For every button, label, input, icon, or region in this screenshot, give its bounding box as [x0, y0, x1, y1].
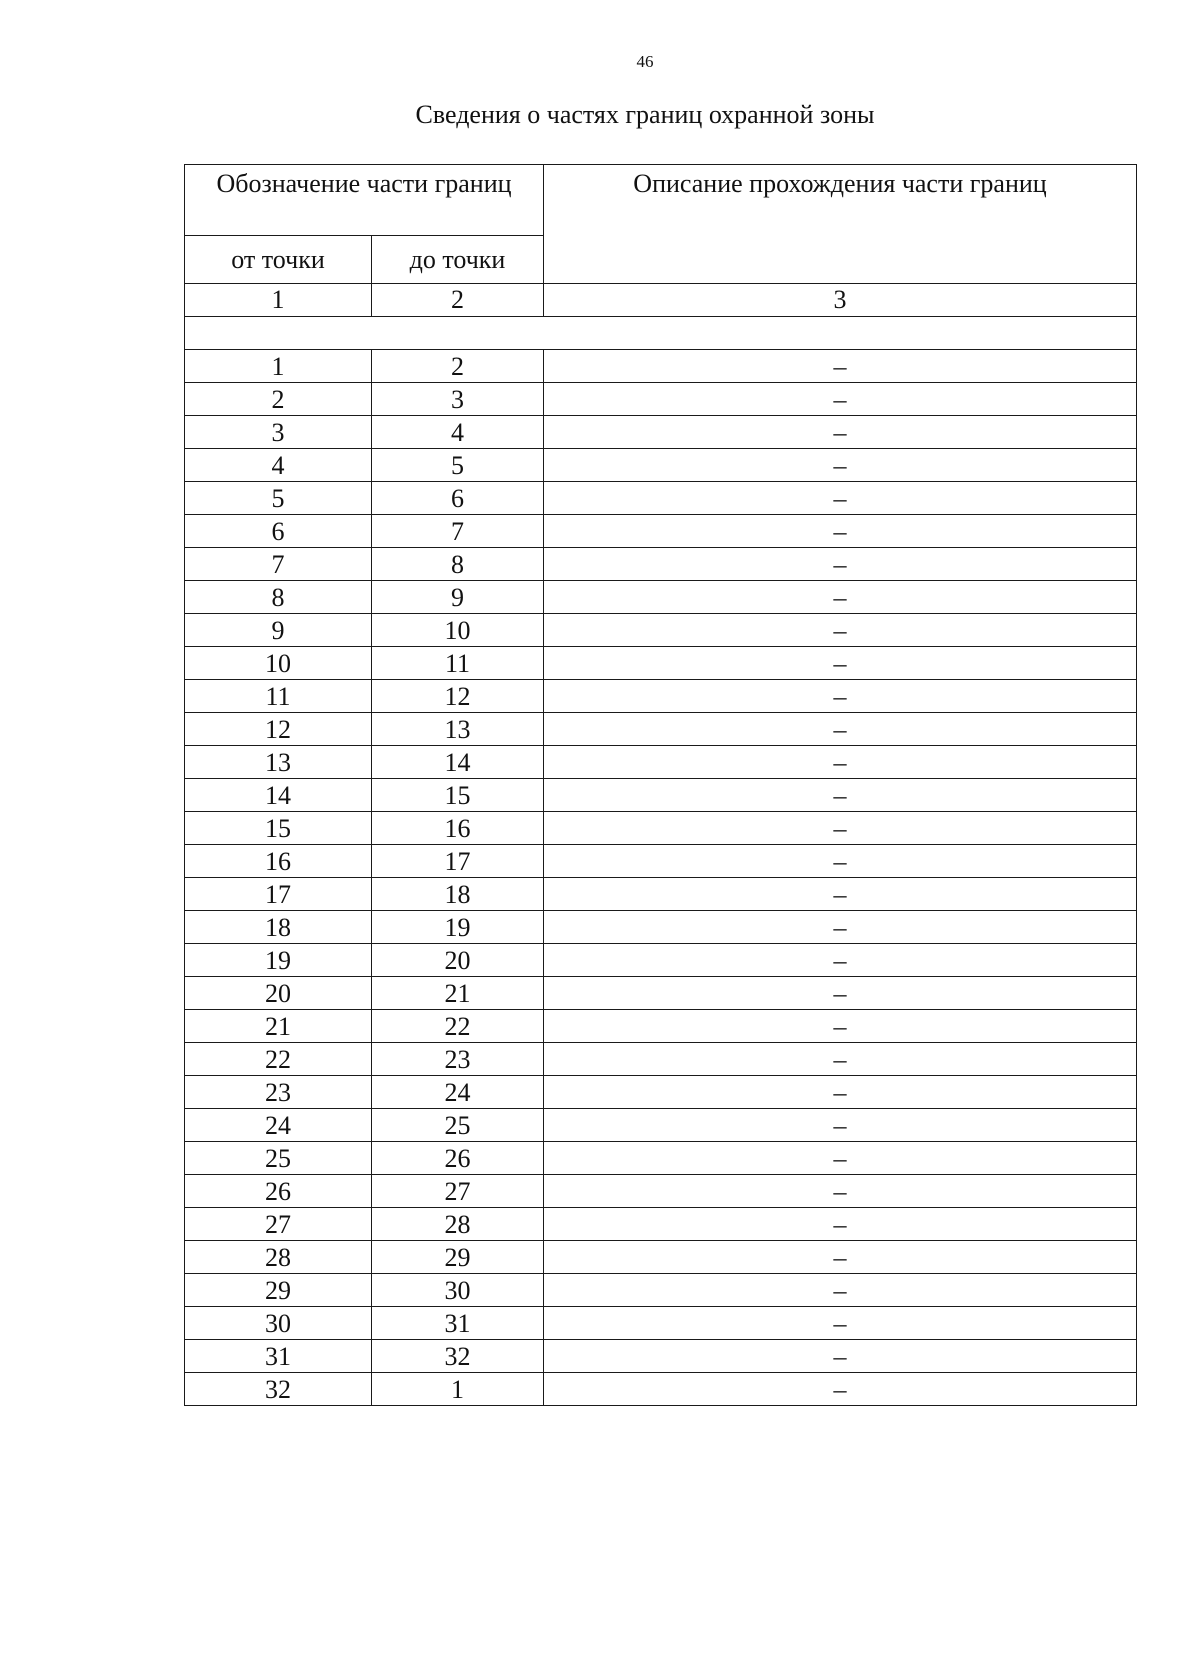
table-row: [185, 1175, 1137, 1208]
empty-section-cell: [185, 317, 1137, 350]
description-cell: –: [544, 1109, 1137, 1142]
to-point-cell: 15: [372, 779, 544, 812]
from-point-cell: 2: [185, 383, 372, 416]
table-row: [185, 977, 1137, 1010]
to-point-cell: 16: [372, 812, 544, 845]
to-point-cell: 23: [372, 1043, 544, 1076]
from-point-cell: 7: [185, 548, 372, 581]
to-point-cell: 21: [372, 977, 544, 1010]
table-header: [185, 165, 1137, 284]
from-point-cell: 12: [185, 713, 372, 746]
table-row: [185, 449, 1137, 482]
from-point-cell: 29: [185, 1274, 372, 1307]
to-point-cell: 22: [372, 1010, 544, 1043]
from-point-cell: 24: [185, 1109, 372, 1142]
to-point-cell: 2: [372, 350, 544, 383]
description-cell: –: [544, 647, 1137, 680]
to-point-cell: 25: [372, 1109, 544, 1142]
description-cell: –: [544, 911, 1137, 944]
to-point-cell: 10: [372, 614, 544, 647]
table-row: [185, 614, 1137, 647]
from-point-cell: 14: [185, 779, 372, 812]
to-point-cell: 20: [372, 944, 544, 977]
from-point-cell: 4: [185, 449, 372, 482]
description-cell: –: [544, 713, 1137, 746]
to-point-cell: 3: [372, 383, 544, 416]
from-point-cell: 13: [185, 746, 372, 779]
table-row: [185, 1274, 1137, 1307]
to-point-cell: 1: [372, 1373, 544, 1406]
table-row: [185, 1109, 1137, 1142]
to-point-cell: 13: [372, 713, 544, 746]
table-row: [185, 416, 1137, 449]
table-row: [185, 1076, 1137, 1109]
header-boundary-designation: [185, 165, 544, 236]
from-point-cell: 3: [185, 416, 372, 449]
table-row: [185, 845, 1137, 878]
to-point-cell: 4: [372, 416, 544, 449]
page-title: Сведения о частях границ охранной зоны: [415, 100, 875, 129]
from-point-cell: 23: [185, 1076, 372, 1109]
to-point-cell: 11: [372, 647, 544, 680]
table-row: [185, 1241, 1137, 1274]
from-point-cell: 26: [185, 1175, 372, 1208]
table-row: [185, 548, 1137, 581]
column-number-2: 2: [372, 284, 544, 317]
from-point-cell: 27: [185, 1208, 372, 1241]
from-point-cell: 18: [185, 911, 372, 944]
description-cell: –: [544, 416, 1137, 449]
from-point-cell: 22: [185, 1043, 372, 1076]
from-point-cell: 1: [185, 350, 372, 383]
table-row: [185, 1043, 1137, 1076]
to-point-cell: 12: [372, 680, 544, 713]
description-cell: –: [544, 779, 1137, 812]
from-point-cell: 16: [185, 845, 372, 878]
description-cell: –: [544, 515, 1137, 548]
description-cell: –: [544, 449, 1137, 482]
table-row: [185, 383, 1137, 416]
table-row: [185, 581, 1137, 614]
to-point-cell: 27: [372, 1175, 544, 1208]
header-boundary-description-label: Описание прохождения части границ: [633, 169, 1047, 198]
to-point-cell: 26: [372, 1142, 544, 1175]
to-point-cell: 29: [372, 1241, 544, 1274]
table-body: [185, 284, 1137, 1406]
description-cell: –: [544, 1076, 1137, 1109]
column-number-1: 1: [185, 284, 372, 317]
to-point-cell: 19: [372, 911, 544, 944]
to-point-cell: 9: [372, 581, 544, 614]
description-cell: –: [544, 1208, 1137, 1241]
to-point-cell: 8: [372, 548, 544, 581]
column-number-3: 3: [544, 284, 1137, 317]
to-point-cell: 24: [372, 1076, 544, 1109]
description-cell: –: [544, 548, 1137, 581]
from-point-cell: 9: [185, 614, 372, 647]
to-point-cell: 18: [372, 878, 544, 911]
description-cell: –: [544, 680, 1137, 713]
from-point-cell: 25: [185, 1142, 372, 1175]
description-cell: –: [544, 977, 1137, 1010]
from-point-cell: 5: [185, 482, 372, 515]
table-row: [185, 350, 1137, 383]
table-row: [185, 482, 1137, 515]
to-point-cell: 7: [372, 515, 544, 548]
table-row: [185, 647, 1137, 680]
description-cell: –: [544, 944, 1137, 977]
empty-section-row: [185, 317, 1137, 350]
description-cell: –: [544, 350, 1137, 383]
to-point-cell: 5: [372, 449, 544, 482]
from-point-cell: 11: [185, 680, 372, 713]
boundary-parts-table: [184, 164, 1137, 1406]
description-cell: –: [544, 581, 1137, 614]
description-cell: –: [544, 845, 1137, 878]
table-row: [185, 1010, 1137, 1043]
from-point-cell: 17: [185, 878, 372, 911]
header-boundary-description: [544, 165, 1137, 284]
table-row: [185, 1307, 1137, 1340]
description-cell: –: [544, 1373, 1137, 1406]
from-point-cell: 6: [185, 515, 372, 548]
from-point-cell: 30: [185, 1307, 372, 1340]
table-row: [185, 944, 1137, 977]
from-point-cell: 32: [185, 1373, 372, 1406]
to-point-cell: 31: [372, 1307, 544, 1340]
table-row: [185, 812, 1137, 845]
description-cell: –: [544, 1241, 1137, 1274]
to-point-cell: 6: [372, 482, 544, 515]
from-point-cell: 28: [185, 1241, 372, 1274]
header-boundary-designation-label: Обозначение части границ: [216, 169, 512, 198]
header-from-point: от точки: [185, 236, 372, 284]
description-cell: –: [544, 383, 1137, 416]
table-row: [185, 878, 1137, 911]
page-number: 46: [636, 52, 654, 71]
to-point-cell: 30: [372, 1274, 544, 1307]
to-point-cell: 17: [372, 845, 544, 878]
description-cell: –: [544, 1175, 1137, 1208]
description-cell: –: [544, 614, 1137, 647]
from-point-cell: 21: [185, 1010, 372, 1043]
description-cell: –: [544, 1340, 1137, 1373]
to-point-cell: 28: [372, 1208, 544, 1241]
table-row: [185, 1142, 1137, 1175]
table-row: [185, 1373, 1137, 1406]
table-row: [185, 713, 1137, 746]
header-to-point: до точки: [372, 236, 544, 284]
table-row: [185, 911, 1137, 944]
description-cell: –: [544, 482, 1137, 515]
description-cell: –: [544, 1307, 1137, 1340]
description-cell: –: [544, 878, 1137, 911]
description-cell: –: [544, 746, 1137, 779]
from-point-cell: 31: [185, 1340, 372, 1373]
table-row: [185, 1208, 1137, 1241]
table-row: [185, 1340, 1137, 1373]
to-point-cell: 14: [372, 746, 544, 779]
description-cell: –: [544, 1274, 1137, 1307]
description-cell: –: [544, 812, 1137, 845]
description-cell: –: [544, 1010, 1137, 1043]
from-point-cell: 19: [185, 944, 372, 977]
from-point-cell: 8: [185, 581, 372, 614]
description-cell: –: [544, 1043, 1137, 1076]
from-point-cell: 20: [185, 977, 372, 1010]
description-cell: –: [544, 1142, 1137, 1175]
column-number-row: [185, 284, 1137, 317]
table-row: [185, 746, 1137, 779]
from-point-cell: 10: [185, 647, 372, 680]
table-row: [185, 779, 1137, 812]
to-point-cell: 32: [372, 1340, 544, 1373]
from-point-cell: 15: [185, 812, 372, 845]
table-row: [185, 515, 1137, 548]
table-row: [185, 680, 1137, 713]
